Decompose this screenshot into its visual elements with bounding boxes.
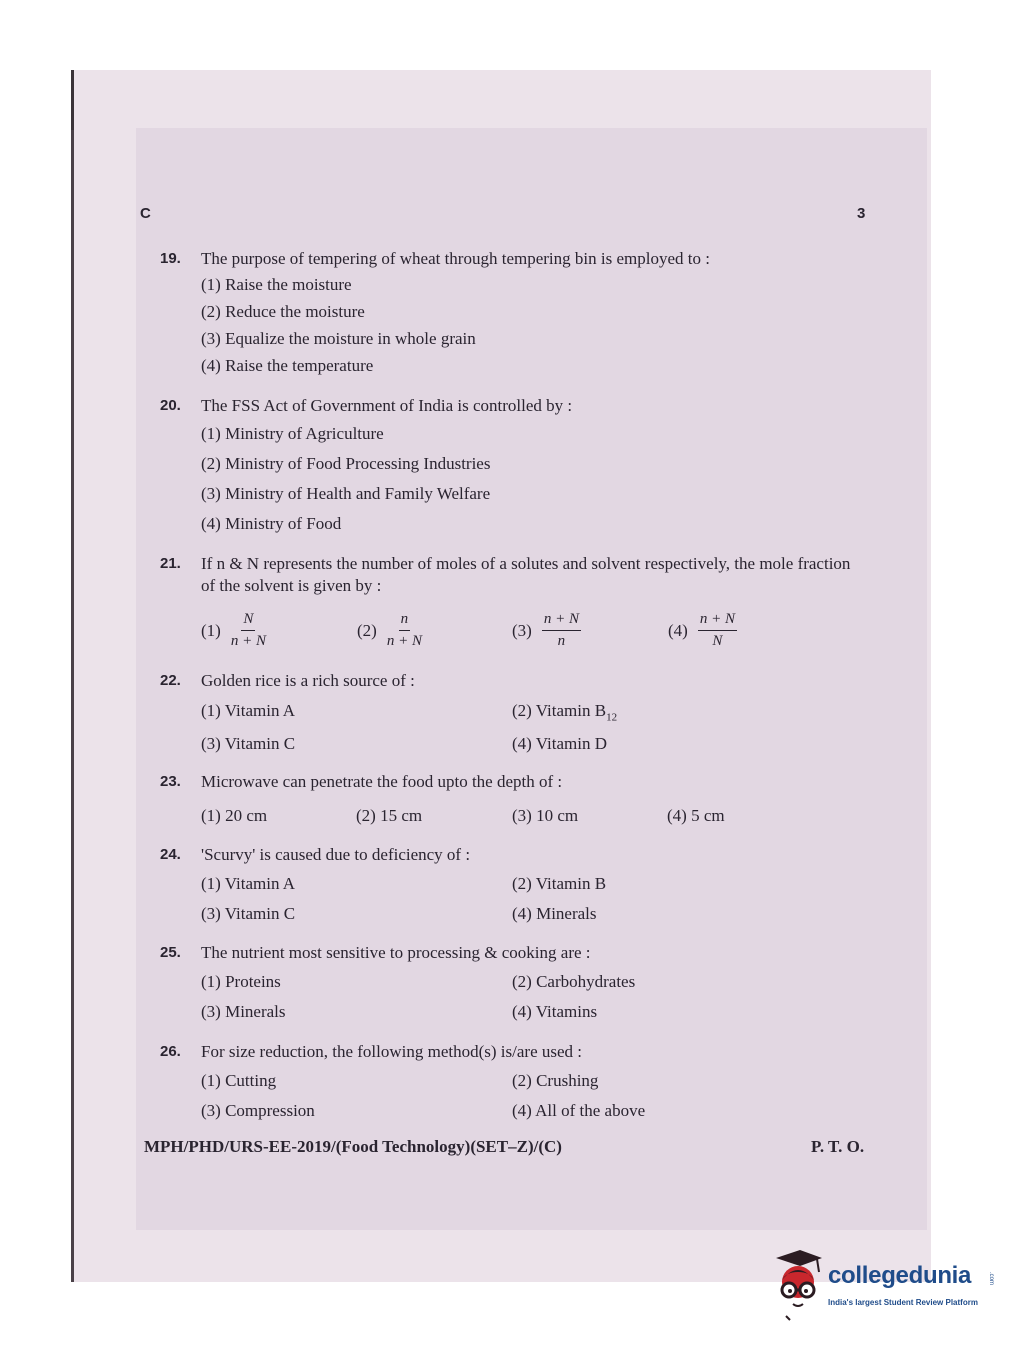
- option-4: (4) 5 cm: [667, 806, 725, 825]
- option-1: (1) Raise the moisture: [201, 275, 352, 294]
- question-number: 21.: [160, 555, 181, 572]
- option-1: (1) Vitamin A: [201, 701, 296, 720]
- question-text: The FSS Act of Government of India is controlled by :: [201, 396, 573, 415]
- option-3: (3) Ministry of Health and Family Welfare: [201, 484, 491, 503]
- option-4: (4) Raise the temperature: [201, 356, 374, 375]
- question-number: 20.: [160, 397, 181, 414]
- set-letter: C: [140, 205, 151, 222]
- fraction: [387, 611, 422, 650]
- option-4: (4) Vitamin D: [512, 734, 607, 753]
- option-2: (2) Ministry of Food Processing Industries: [201, 454, 491, 473]
- numerator: n + N: [542, 611, 581, 631]
- numerator: N: [241, 611, 255, 631]
- brand-name: collegedunia: [828, 1262, 972, 1289]
- question-text: The purpose of tempering of wheat through tempering bin is employed to :: [201, 249, 710, 268]
- question-number: 22.: [160, 672, 181, 689]
- option-2: (2) Crushing: [512, 1071, 599, 1090]
- subscript: 12: [606, 711, 618, 724]
- paper-code: MPH/PHD/URS-EE-2019/(Food Technology)(SET–Z)/(C): [144, 1137, 562, 1156]
- option-label: (3): [512, 620, 532, 640]
- numerator: n + N: [698, 611, 737, 631]
- option-4: (4) Minerals: [512, 904, 597, 923]
- page-number: 3: [857, 205, 866, 222]
- option-3: (3) Compression: [201, 1101, 315, 1120]
- option-1: (1) Cutting: [201, 1071, 277, 1090]
- brand-tagline: India's largest Student Review Platform: [828, 1298, 978, 1307]
- pto-label: P. T. O.: [811, 1137, 865, 1156]
- option-3: (3) Vitamin C: [201, 904, 296, 923]
- question-number: 23.: [160, 773, 181, 790]
- collegedunia-watermark: [770, 1250, 1000, 1330]
- question-text: Golden rice is a rich source of :: [201, 671, 415, 690]
- option-3: (3) Equalize the moisture in whole grain: [201, 329, 476, 348]
- question-text: If n & N represents the number of moles of a solutes and solvent respectively, the mole fraction of the solvent is given by :: [201, 554, 851, 595]
- option-2: [357, 611, 422, 650]
- option-3: (3) 10 cm: [512, 806, 579, 825]
- option-2: (2) 15 cm: [356, 806, 423, 825]
- option-3: (3) Vitamin C: [201, 734, 296, 753]
- question-text: For size reduction, the following method(s) is/are used :: [201, 1042, 582, 1061]
- numerator: n: [399, 611, 411, 631]
- option-2-text: (2) Vitamin B: [512, 701, 607, 720]
- denominator: n + N: [230, 633, 266, 649]
- option-2: (2) Reduce the moisture: [201, 302, 365, 321]
- question-number: 19.: [160, 250, 181, 267]
- option-3: (3) Minerals: [201, 1002, 286, 1021]
- mascot-icon: [770, 1250, 826, 1328]
- denominator: n: [557, 633, 566, 649]
- question-text: Microwave can penetrate the food upto the depth of :: [201, 772, 563, 791]
- question-text: The nutrient most sensitive to processing & cooking are :: [201, 943, 591, 962]
- option-2: (2) Vitamin B: [512, 874, 607, 893]
- option-4: (4) Vitamins: [512, 1002, 598, 1021]
- option-4: (4) Ministry of Food: [201, 514, 342, 533]
- denominator: N: [712, 633, 723, 649]
- question-number: 26.: [160, 1043, 181, 1060]
- question-text: 'Scurvy' is caused due to deficiency of :: [201, 845, 471, 864]
- option-label: (2): [357, 620, 377, 640]
- option-label: (4): [668, 620, 688, 640]
- question-number: 25.: [160, 944, 181, 961]
- fraction: [231, 611, 266, 650]
- option-1: (1) 20 cm: [201, 806, 268, 825]
- option-4: [668, 611, 737, 650]
- option-3: [512, 611, 581, 650]
- option-1: (1) Vitamin A: [201, 874, 296, 893]
- fraction: [542, 611, 581, 650]
- option-label: (1): [201, 620, 221, 640]
- option-1: (1) Proteins: [201, 972, 281, 991]
- question-number: 24.: [160, 846, 181, 863]
- option-2: [512, 701, 617, 723]
- denominator: n + N: [386, 633, 422, 649]
- option-4: (4) All of the above: [512, 1101, 646, 1120]
- fraction: [698, 611, 737, 650]
- brand-suffix: .com: [988, 1272, 994, 1286]
- option-1: (1) Ministry of Agriculture: [201, 424, 384, 443]
- option-2: (2) Carbohydrates: [512, 972, 636, 991]
- option-1: [201, 611, 266, 650]
